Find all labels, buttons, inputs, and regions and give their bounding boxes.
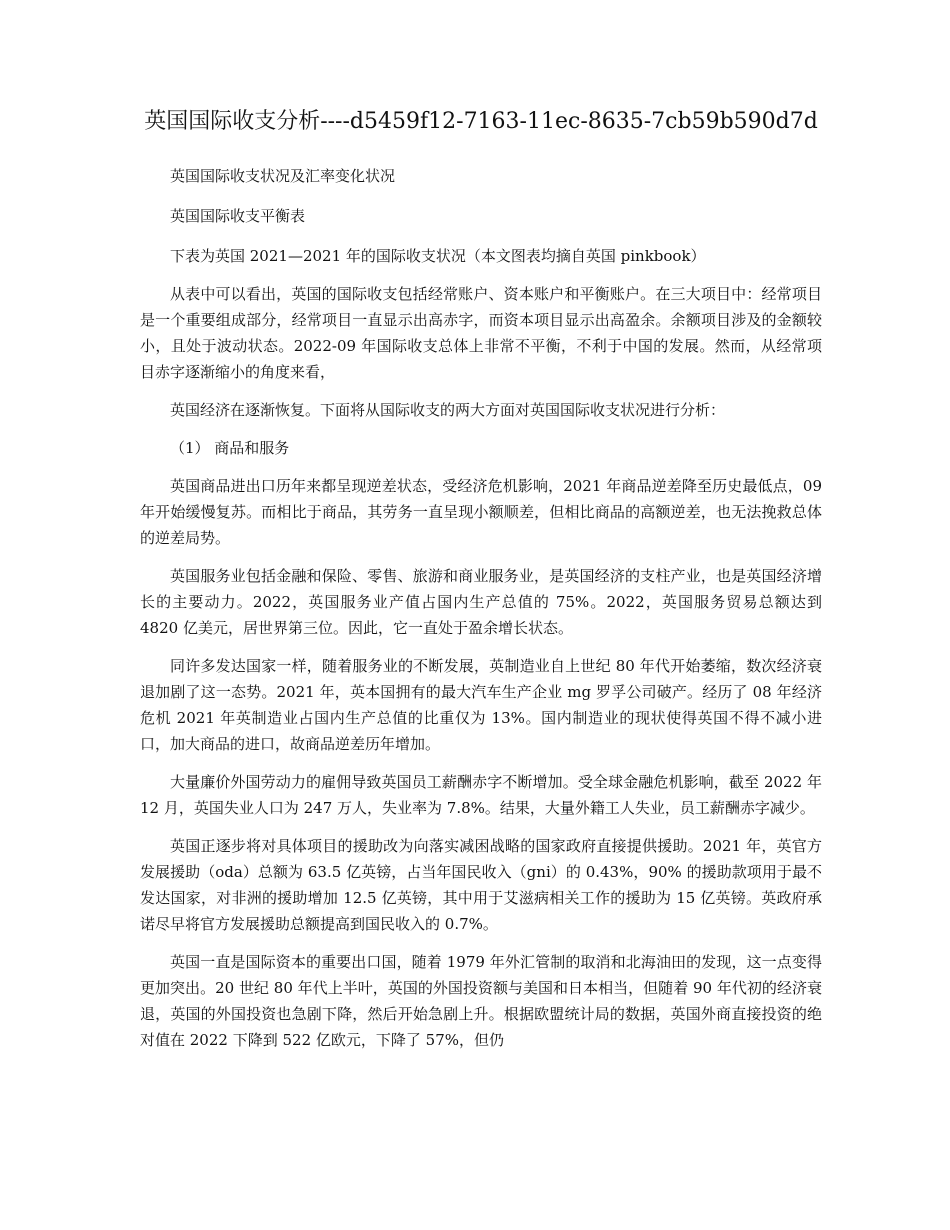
paragraph-accounts-overview: 从表中可以看出，英国的国际收支包括经常账户、资本账户和平衡账户。在三大项目中：经常项目是一个重要组成部分，经常项目一直显示出高赤字，而资本项目显示出高盈余。余额项目涉及的金额较小，且处于波动状态。2022-09 年国际收支总体上非常不平衡，不利于中国的发展。然而，从经常项目赤字逐渐缩小的角度来看， <box>140 285 822 381</box>
paragraph-capital-export: 英国一直是国际资本的重要出口国，随着 1979 年外汇管制的取消和北海油田的发现，这一点变得更加突出。20 世纪 80 年代上半叶，英国的外国投资额与美国和日本相当，但随着 90 年代初的经济衰退，英国的外国投资也急剧下降，然后开始急剧上升。根据欧盟统计局的数据，英国外商直接投资的绝对值在 2022 下降到 522 亿欧元，下降了 57%，但仍 <box>140 953 822 1049</box>
paragraph-goods-trade: 英国商品进出口历年来都呈现逆差状态，受经济危机影响，2021 年商品逆差降至历史最低点，09 年开始缓慢复苏。而相比于商品，其劳务一直呈现小额顺差，但相比商品的高额逆差，也无法挽救总体的逆差局势。 <box>140 477 822 547</box>
paragraph-table-intro: 下表为英国 2021—2021 年的国际收支状况（本文图表均摘自英国 pinkbook） <box>170 247 706 265</box>
paragraph-services-sector: 英国服务业包括金融和保险、零售、旅游和商业服务业，是英国经济的支柱产业，也是英国经济增长的主要动力。2022，英国服务业产值占国内生产总值的 75%。2022，英国服务贸易总额达到 4820 亿美元，居世界第三位。因此，它一直处于盈余增长状态。 <box>140 567 822 637</box>
paragraph-heading-balance-table: 英国国际收支平衡表 <box>170 207 306 225</box>
paragraph-labor-compensation: 大量廉价外国劳动力的雇佣导致英国员工薪酬赤字不断增加。受全球金融危机影响，截至 2022 年 12 月，英国失业人口为 247 万人，失业率为 7.8%。结果，大量外籍工人失业，员工薪酬赤字减少。 <box>140 773 822 817</box>
paragraph-economy-recovery: 英国经济在逐渐恢复。下面将从国际收支的两大方面对英国国际收支状况进行分析： <box>170 401 726 419</box>
paragraph-manufacturing: 同许多发达国家一样，随着服务业的不断发展，英制造业自上世纪 80 年代开始萎缩，数次经济衰退加剧了这一态势。2021 年，英本国拥有的最大汽车生产企业 mg 罗孚公司破产。经历了 08 年经济危机 2021 年英制造业占国内生产总值的比重仅为 13%。国内制造业的现状使得英国不得不减小进口，加大商品的进口，故商品逆差历年增加。 <box>140 657 822 753</box>
paragraph-subtitle: 英国国际收支状况及汇率变化状况 <box>170 167 396 185</box>
document-title: 英国国际收支分析----d5459f12-7163-11ec-8635-7cb59b590d7d <box>144 109 818 134</box>
paragraph-section-goods-services: （1） 商品和服务 <box>170 439 290 457</box>
document-page <box>140 0 822 1053</box>
paragraph-development-aid: 英国正逐步将对具体项目的援助改为向落实减困战略的国家政府直接提供援助。2021 年，英官方发展援助（oda）总额为 63.5 亿英镑，占当年国民收入（gni）的 0.43%，90% 的援助款项用于最不发达国家，对非洲的援助增加 12.5 亿英镑，其中用于艾滋病相关工作的援助为 15 亿英镑。英政府承诺尽早将官方发展援助总额提高到国民收入的 0.7%。 <box>140 837 822 933</box>
